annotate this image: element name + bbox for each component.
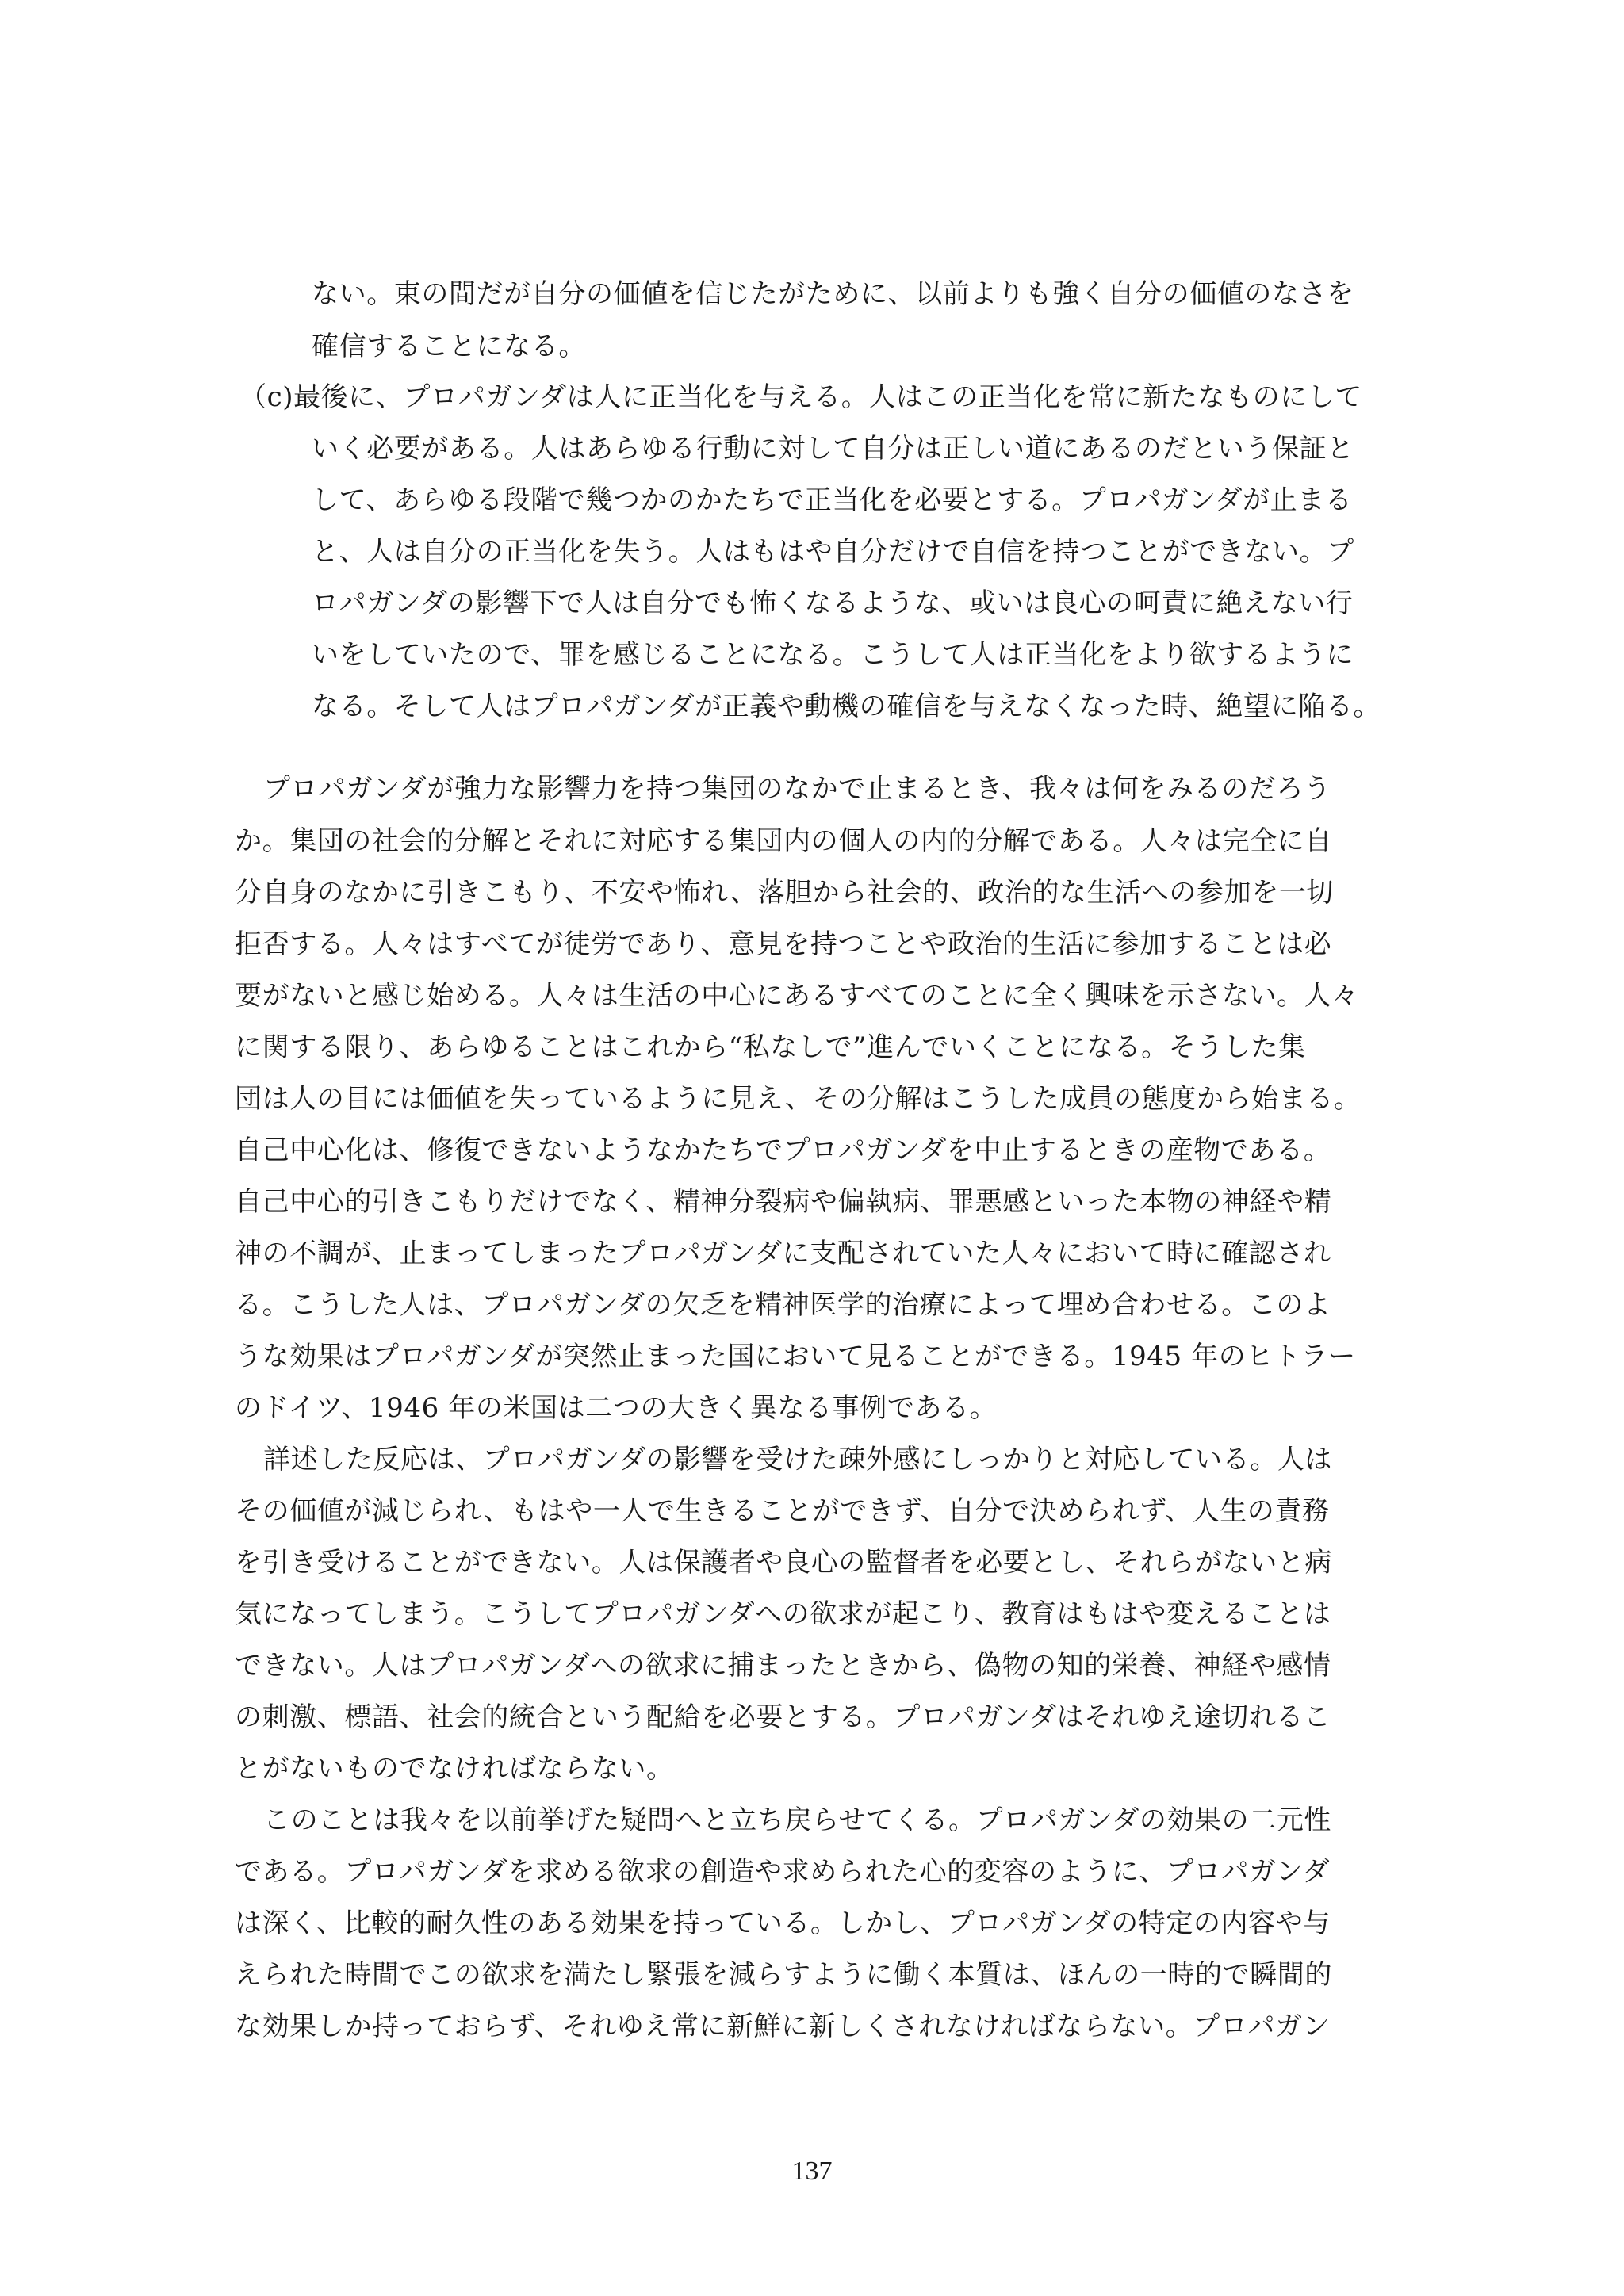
list-line: ロパガンダの影響下で人は自分でも怖くなるような、或いは良心の呵責に絶えない行 (312, 587, 1354, 619)
paragraph-line: 団は人の目には価値を失っているように見え、その分解はこうした成員の態度から始まる。 (235, 1083, 1362, 1115)
paragraph-line: に関する限り、あらゆることはこれから“私なしで”進んでいくことになる。そうした集 (235, 1031, 1306, 1063)
paragraph-line: 詳述した反応は、プロパガンダの影響を受けた疎外感にしっかりと対応している。人は (263, 1444, 1333, 1475)
list-line: なる。そして人はプロパガンダが正義や動機の確信を与えなくなった時、絶望に陥る。 (312, 691, 1381, 722)
list-line: 確信することになる。 (312, 331, 586, 362)
list-line: ない。束の間だが自分の価値を信じたがために、以前よりも強く自分の価値のなさを (312, 278, 1354, 310)
list-line: いをしていたので、罪を感じることになる。こうして人は正当化をより欲するように (312, 639, 1354, 671)
paragraph-line: は深く、比較的耐久性のある効果を持っている。しかし、プロパガンダの特定の内容や与 (235, 1908, 1331, 1939)
paragraph-line: か。集団の社会的分解とそれに対応する集団内の個人の内的分解である。人々は完全に自 (235, 825, 1332, 857)
list-line: いく必要がある。人はあらゆる行動に対して自分は正しい道にあるのだという保証と (312, 433, 1354, 465)
paragraph-line: 自己中心化は、修復できないようなかたちでプロパガンダを中止するときの産物である。 (235, 1135, 1331, 1166)
page-number: 137 (791, 2156, 833, 2186)
paragraph-line: 自己中心的引きこもりだけでなく、精神分裂病や偏執病、罪悪感といった本物の神経や精 (235, 1186, 1332, 1218)
paragraph-line: る。こうした人は、プロパガンダの欠乏を精神医学的治療によって埋め合わせる。このよ (235, 1289, 1331, 1321)
paragraph-line: 分自身のなかに引きこもり、不安や怖れ、落胆から社会的、政治的な生活への参加を一切 (235, 877, 1335, 909)
paragraph-line: の刺激、標語、社会的統合という配給を必要とする。プロパガンダはそれゆえ途切れるこ (235, 1701, 1331, 1733)
paragraph-line: な効果しか持っておらず、それゆえ常に新鮮に新しくされなければならない。プロパガン (235, 2011, 1331, 2042)
paragraph-line: とがないものでなければならない。 (235, 1753, 674, 1785)
paragraph-line: プロパガンダが強力な影響力を持つ集団のなかで止まるとき、我々は何をみるのだろう (263, 773, 1331, 805)
paragraph-line: を引き受けることができない。人は保護者や良心の監督者を必要とし、それらがないと病 (235, 1547, 1332, 1578)
list-line: と、人は自分の正当化を失う。人はもはや自分だけで自信を持つことができない。プ (312, 536, 1354, 568)
paragraph-line: このことは我々を以前挙げた疑問へと立ち戻らせてくる。プロパガンダの効果の二元性 (263, 1804, 1332, 1836)
paragraph-line: 拒否する。人々はすべてが徒労であり、意見を持つことや政治的生活に参加することは必 (235, 928, 1332, 960)
paragraph-line: である。プロパガンダを求める欲求の創造や求められた心的変容のように、プロパガンダ (235, 1856, 1331, 1888)
paragraph-line: えられた時間でこの欲求を満たし緊張を減らすように働く本質は、ほんの一時的で瞬間的 (235, 1959, 1332, 1991)
list-line: して、あらゆる段階で幾つかのかたちで正当化を必要とする。プロパガンダが止まる (312, 484, 1353, 516)
paragraph-line: のドイツ、1946 年の米国は二つの大きく異なる事例である。 (235, 1392, 998, 1424)
paragraph-line: 気になってしまう。こうしてプロパガンダへの欲求が起こり、教育はもはや変えることは (235, 1598, 1331, 1630)
paragraph-line: 神の不調が、止まってしまったプロパガンダに支配されていた人々において時に確認され (235, 1238, 1331, 1269)
list-line: （c)最後に、プロパガンダは人に正当化を与える。人はこの正当化を常に新たなものにして (239, 381, 1363, 413)
paragraph-line: その価値が減じられ、もはや一人で生きることができず、自分で決められず、人生の責務 (235, 1495, 1330, 1527)
paragraph-line: できない。人はプロパガンダへの欲求に捕まったときから、偽物の知的栄養、神経や感情 (235, 1650, 1331, 1682)
paragraph-line: 要がないと感じ始める。人々は生活の中心にあるすべてのことに全く興味を示さない。人々 (235, 980, 1359, 1012)
paragraph-line: うな効果はプロパガンダが突然止まった国において見ることができる。1945 年のヒトラー (235, 1341, 1356, 1372)
